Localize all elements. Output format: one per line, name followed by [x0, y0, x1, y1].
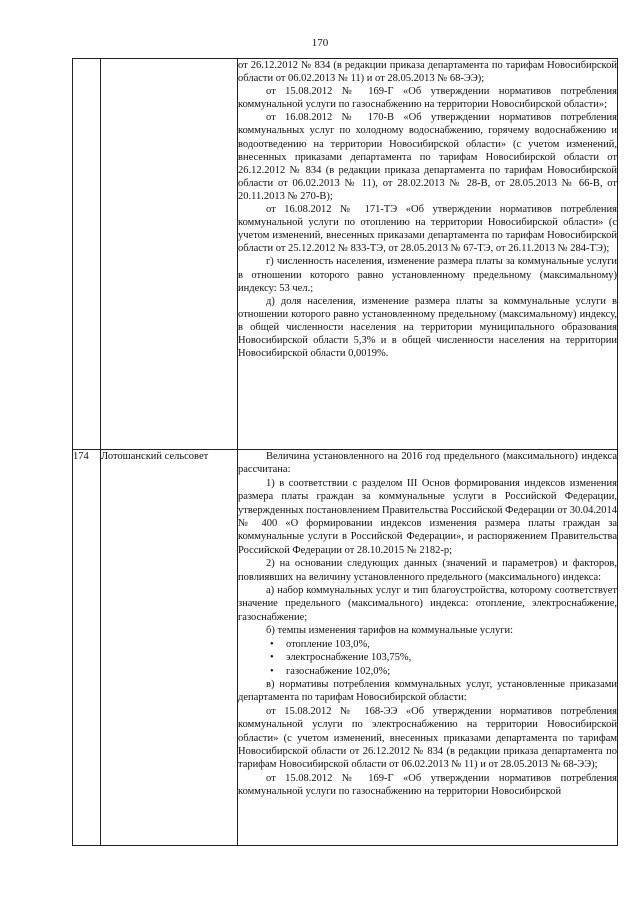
- description-cell: [238, 450, 618, 846]
- municipality-name: Лотошанский сельсовет: [101, 450, 238, 846]
- paragraph-intro: Величина установленного на 2016 год предельного (максимального) индекса рассчитана:: [238, 451, 617, 476]
- paragraph: а) набор коммунальных услуг и тип благоустройства, которому соответствует значение предельного (максимального) индекса: отопление, электроснабжение, газоснабжение;: [238, 585, 617, 623]
- paragraph: от 16.08.2012 № 171-ТЭ «Об утверждении нормативов потребления коммунальной услуги по отоплению на территории Новосибирской области» (с учетом изменений, внесенных приказами департамента по тарифам Новосибирской области от 25.12.2012 № 833-ТЭ, от 28.05.2013 № 67-ТЭ, от 26.11.2013 № 284-ТЭ);: [238, 204, 617, 255]
- paragraph: 2) на основании следующих данных (значений и параметров) и факторов, повлиявших на величину установленного предельного (максимального) индекса:: [238, 558, 617, 583]
- bullet-icon: •: [270, 638, 274, 650]
- paragraph: 1) в соответствии с разделом III Основ формирования индексов изменения размера платы граждан за коммунальные услуги в Российской Федерации, утвержденных постановлением Правительства Российской Федерации от 30.04.2014 № 400 «О формировании индексов изменения размера платы граждан за коммунальные услуги в Российской Федерации», и распоряжением Правительства Российской Федерации от 28.10.2015 № 2182-р;: [238, 477, 617, 556]
- tariff-list: [238, 638, 617, 678]
- list-item: • электроснабжение 103,75%,: [270, 652, 412, 664]
- row-number-cell-empty: [73, 59, 101, 450]
- municipality-cell-empty: [101, 59, 238, 450]
- paragraph: от 16.08.2012 № 170-В «Об утверждении нормативов потребления коммунальных услуг по холодному водоснабжению, горячему водоснабжению и водоотведению на территории Новосибирской области» (с учетом изменений, внесенных приказами департамента по тарифам Новосибирской области от 26.12.2012 № 834 (в редакции приказа департамента по тарифам Новосибирской области от 06.02.2013 № 11), от 28.02.2013 № 28-В, от 28.05.2013 № 66-В, от 20.11.2013 № 270-В);: [238, 112, 617, 202]
- bullet-icon: •: [270, 652, 274, 664]
- table-row-continued: [73, 59, 618, 450]
- paragraph: от 15.08.2012 № 168-ЭЭ «Об утверждении нормативов потребления коммунальной услуги по электроснабжению на территории Новосибирской области» (с учетом изменений, внесенных приказами департамента по тарифам Новосибирской области от 26.12.2012 № 834 (в редакции приказа департамента по тарифам Новосибирской области от 06.02.2013 № 11) и от 28.05.2013 № 68-ЭЭ);: [238, 705, 617, 771]
- page-number: 170: [311, 37, 329, 49]
- paragraph: от 26.12.2012 № 834 (в редакции приказа департамента по тарифам Новосибирской области от 06.02.2013 № 11) и от 28.05.2013 № 68-ЭЭ);: [238, 60, 617, 85]
- list-item: • отопление 103,0%,: [270, 638, 370, 650]
- table-row-174: [73, 450, 618, 846]
- description-cell: [238, 59, 618, 450]
- paragraph: г) численность населения, изменение размера платы за коммунальные услуги в отношении которого равно установленному предельному (максимальному) индексу: 53 чел.;: [238, 256, 617, 294]
- list-item: • газоснабжение 102,0%;: [270, 665, 391, 677]
- paragraph: в) нормативы потребления коммунальных услуг, установленные приказами департамента по тарифам Новосибирской области:: [238, 678, 617, 704]
- paragraph: д) доля населения, изменение размера платы за коммунальные услуги в отношении которого равно установленному предельному (максимальному) индексу, в общей численности населения на территории муниципального образования Новосибирской области 5,3% и в общей численности населения на территории Новосибирской области 0,0019%.: [238, 295, 617, 360]
- paragraph: от 15.08.2012 № 169-Г «Об утверждении нормативов потребления коммунальной услуги по газоснабжению на территории Новосибирской области»;: [238, 86, 617, 111]
- paragraph: б) темпы изменения тарифов на коммунальные услуги:: [266, 625, 514, 637]
- paragraph: от 15.08.2012 № 169-Г «Об утверждении нормативов потребления коммунальной услуги по газоснабжению на территории Новосибирской: [238, 772, 617, 798]
- document-table: [72, 58, 618, 846]
- row-number: 174: [73, 450, 101, 846]
- bullet-icon: •: [270, 665, 274, 677]
